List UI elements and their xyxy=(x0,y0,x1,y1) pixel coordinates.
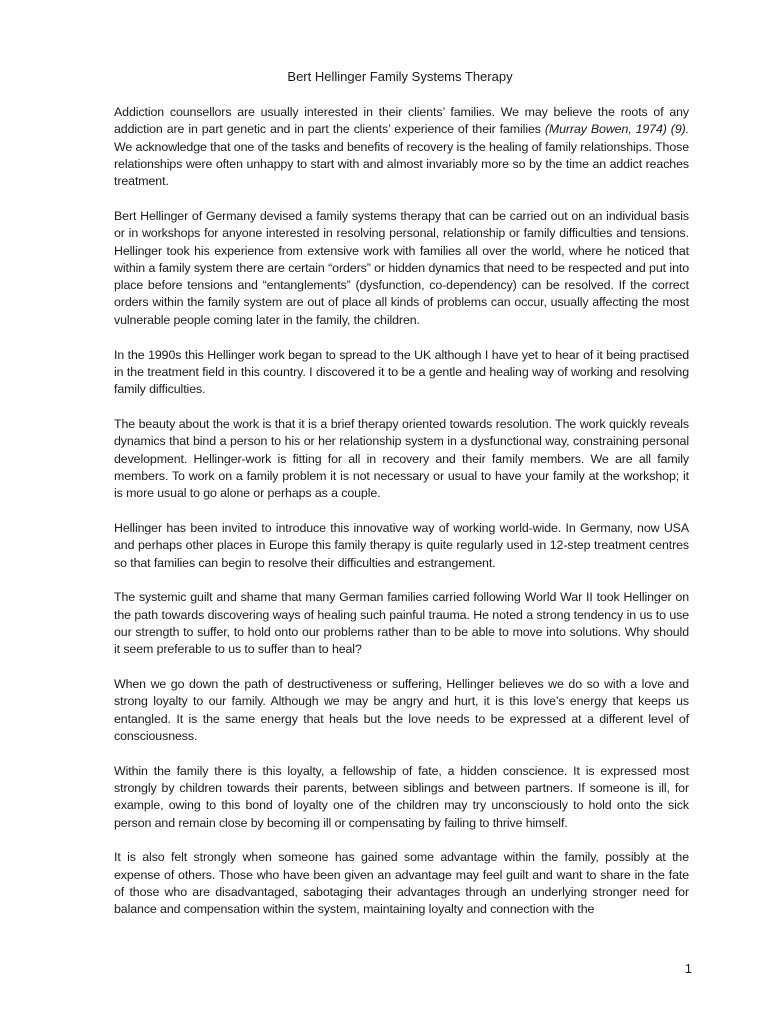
document-body xyxy=(114,104,689,936)
paragraph-5: Hellinger has been invited to introduce this innovative way of working world-wide. In Germany, now USA and perhaps other places in Europe this family therapy is quite regularly used in 12-step treatment centres so that families can begin to resolve their difficulties and estrangement. xyxy=(114,520,689,570)
paragraph-7: When we go down the path of destructiveness or suffering, Hellinger believes we do so with a love and strong loyalty to our family. Although we may be angry and hurt, it is this love’s energy that keeps us entangled. It is the same energy that heals but the love needs to be expressed at a different level of consciousness. xyxy=(114,677,689,743)
paragraph-1-continuation: We acknowledge that one of the tasks and benefits of recovery is the healing of family relationships. Those relationships were often unhappy to start with and almost invariably more so by the time an addict reaches treatment. xyxy=(114,139,689,189)
paragraph-1 xyxy=(114,104,689,190)
citation: (Murray Bowen, 1974) (9). xyxy=(544,122,689,137)
paragraph-3: In the 1990s this Hellinger work began to spread to the UK although I have yet to hear of it being practised in the treatment field in this country. I discovered it to be a gentle and healing way of working and resolving family difficulties. xyxy=(114,347,689,397)
paragraph-1-text: Addiction counsellors are usually interested in their clients’ families. We may believe the roots of any addiction are in part genetic and in part the clients’ experience of their families xyxy=(114,105,689,137)
paragraph-2: Bert Hellinger of Germany devised a family systems therapy that can be carried out on an individual basis or in workshops for anyone interested in resolving personal, relationship or family difficulties and tensions. Hellinger took his experience from extensive work with families all over the world, where he noticed that within a family system there are certain “orders” or hidden dynamics that need to be respected and put into place before tensions and “entanglements” (dysfunction, co-dependency) can be resolved. If the correct orders within the family system are out of place all kinds of problems can occur, usually affecting the most vulnerable people coming later in the family, the children. xyxy=(114,208,689,327)
paragraph-6: The systemic guilt and shame that many German families carried following World War II took Hellinger on the path towards discovering ways of healing such painful trauma. He noted a strong tendency in us to use our strength to suffer, to hold onto our problems rather than to be able to move into solutions. Why should it seem preferable to us to suffer than to heal? xyxy=(114,590,689,657)
paragraph-9: It is also felt strongly when someone has gained some advantage within the family, possibly at the expense of others. Those who have been given an advantage may feel guilt and want to share in the fate of those who are disadvantaged, sabotaging their advantages through an underlying stronger need for balance and compensation within the system, maintaining loyalty and connection with the xyxy=(114,850,689,917)
page-number: 1 xyxy=(684,961,692,976)
paragraph-8: Within the family there is this loyalty, a fellowship of fate, a hidden conscience. It is expressed most strongly by children towards their parents, between siblings and between partners. If someone is ill, for example, owing to this bond of loyalty one of the children may try unconsciously to hold onto the sick person and remain close by becoming ill or compensating by failing to thrive himself. xyxy=(114,763,689,830)
paragraph-4: The beauty about the work is that it is a brief therapy oriented towards resolution. The work quickly reveals dynamics that bind a person to his or her relationship system in a dysfunctional way, constraining personal development. Hellinger-work is fitting for all in recovery and their family members. We are all family members. To work on a family problem it is not necessary or usual to have your family at the workshop; it is more usual to go alone or perhaps as a couple. xyxy=(114,416,689,501)
page-title: Bert Hellinger Family Systems Therapy xyxy=(287,69,513,84)
